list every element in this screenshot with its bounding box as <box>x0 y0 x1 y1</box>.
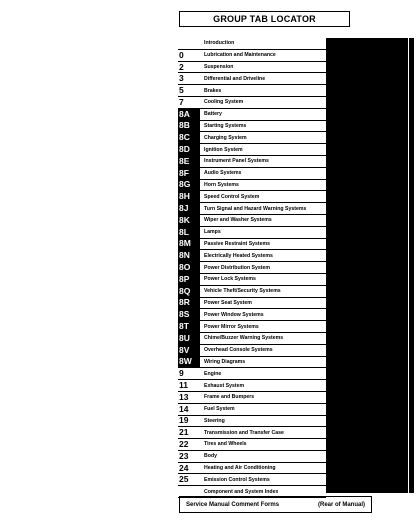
group-label: Body <box>204 453 217 460</box>
group-label: Cooling System <box>204 99 244 106</box>
group-label: Tires and Wheels <box>204 441 247 448</box>
group-number: 8G <box>178 180 200 191</box>
group-number: 25 <box>179 474 189 485</box>
group-tab-row[interactable] <box>178 274 326 286</box>
group-tab-row[interactable] <box>178 156 326 168</box>
group-tab-row[interactable] <box>178 416 326 428</box>
group-number: 23 <box>179 450 189 461</box>
group-tab-row[interactable] <box>178 380 326 392</box>
group-label: Fuel System <box>204 406 235 413</box>
group-label: Audio Systems <box>204 170 242 177</box>
group-list <box>178 38 326 498</box>
group-number: 2 <box>179 61 184 72</box>
group-label: Chime/Buzzer Warning Systems <box>204 335 284 342</box>
group-label: Vehicle Theft/Security Systems <box>204 288 281 295</box>
group-number: 5 <box>179 85 184 96</box>
group-label: Engine <box>204 370 222 377</box>
group-label: Power Lock Systems <box>204 276 256 283</box>
group-label: Ignition System <box>204 146 243 153</box>
group-number: 8V <box>178 345 200 356</box>
group-tab-row[interactable] <box>178 333 326 345</box>
edge-tab-strip <box>326 38 414 493</box>
group-number: 8D <box>178 144 200 155</box>
group-number: 14 <box>179 403 189 414</box>
group-number: 9 <box>179 368 184 379</box>
group-tab-row[interactable] <box>178 392 326 404</box>
group-number: 8C <box>178 132 200 143</box>
group-label: Lamps <box>204 229 221 236</box>
group-number: 3 <box>179 73 184 84</box>
group-label: Power Seat System <box>204 299 252 306</box>
group-number: 8K <box>178 215 200 226</box>
group-tab-row[interactable] <box>178 215 326 227</box>
group-tab-row[interactable] <box>178 109 326 121</box>
group-label: Overhead Console Systems <box>204 347 273 354</box>
group-label: Power Window Systems <box>204 311 264 318</box>
group-tab-row[interactable] <box>178 262 326 274</box>
group-label: Passive Restraint Systems <box>204 240 271 247</box>
group-tab-row[interactable] <box>178 345 326 357</box>
group-tab-row[interactable] <box>178 180 326 192</box>
group-tab-row[interactable] <box>178 132 326 144</box>
group-number: 8O <box>178 262 200 273</box>
group-number: 13 <box>179 391 189 402</box>
group-label: Starting Systems <box>204 122 247 129</box>
group-tab-row[interactable] <box>178 38 326 50</box>
group-number: 22 <box>179 439 189 449</box>
group-label: Electrically Heated Systems <box>204 252 273 259</box>
group-tab-row[interactable] <box>178 298 326 310</box>
group-label: Steering <box>204 417 225 424</box>
group-tab-row[interactable] <box>178 85 326 97</box>
group-tab-row[interactable] <box>178 144 326 156</box>
group-label: Battery <box>204 111 222 118</box>
group-tab-row[interactable] <box>178 321 326 333</box>
group-number: 19 <box>179 415 189 426</box>
group-label: Frame and Bumpers <box>204 394 255 401</box>
group-label: Wiring Diagrams <box>204 358 246 365</box>
group-number: 8R <box>178 298 200 309</box>
group-number: 8S <box>178 309 200 320</box>
group-label: Charging System <box>204 134 247 141</box>
group-number: 8T <box>178 321 200 332</box>
page-title: GROUP TAB LOCATOR <box>179 11 350 27</box>
group-number: 7 <box>179 96 184 107</box>
group-number: 8E <box>178 156 200 167</box>
group-label: Exhaust System <box>204 382 245 389</box>
footer-comment-forms: Service Manual Comment Forms <box>186 501 280 508</box>
group-tab-row[interactable] <box>178 227 326 239</box>
group-number: 8M <box>178 239 200 250</box>
group-label: Differential and Driveline <box>204 75 266 82</box>
group-tab-row[interactable] <box>178 357 326 369</box>
group-label: Emission Control Systems <box>204 476 270 483</box>
group-number: 8U <box>178 333 200 344</box>
group-label: Instrument Panel Systems <box>204 158 269 165</box>
group-tab-row[interactable] <box>178 239 326 251</box>
group-tab-row[interactable] <box>178 191 326 203</box>
group-tab-row[interactable] <box>178 50 326 62</box>
group-number: 8J <box>178 203 200 214</box>
group-tab-row[interactable] <box>178 203 326 215</box>
group-label: Wiper and Washer Systems <box>204 217 272 224</box>
footer-box[interactable] <box>179 496 372 513</box>
group-label: Introduction <box>204 40 235 47</box>
group-number: 8A <box>178 109 200 120</box>
group-tab-row[interactable] <box>178 368 326 380</box>
group-number: 21 <box>179 427 189 438</box>
group-tab-row[interactable] <box>178 286 326 298</box>
group-label: Suspension <box>204 63 234 70</box>
group-number: 8Q <box>178 286 200 297</box>
edge-tab-divider <box>408 38 409 493</box>
group-number: 24 <box>179 462 189 473</box>
group-number: 8N <box>178 250 200 261</box>
group-tab-row[interactable] <box>178 474 326 486</box>
group-label: Transmission and Transfer Case <box>204 429 284 436</box>
group-label: Speed Control System <box>204 193 260 200</box>
group-tab-row[interactable] <box>178 439 326 451</box>
group-label: Brakes <box>204 87 222 94</box>
group-number: 11 <box>179 380 188 391</box>
group-label: Lubrication and Maintenance <box>204 52 276 59</box>
group-label: Power Distribution System <box>204 264 271 271</box>
group-number: 8H <box>178 191 200 202</box>
group-number: 8W <box>178 357 200 368</box>
footer-rear-of-manual: (Rear of Manual) <box>317 501 365 508</box>
group-label: Heating and Air Conditioning <box>204 465 276 472</box>
group-tab-row[interactable] <box>178 73 326 85</box>
group-tab-row[interactable] <box>178 97 326 109</box>
group-tab-row[interactable] <box>178 250 326 262</box>
group-number: 0 <box>179 49 184 60</box>
group-tab-row[interactable] <box>178 451 326 463</box>
group-label: Power Mirror Systems <box>204 323 259 330</box>
group-tab-row[interactable] <box>178 404 326 416</box>
group-tab-row[interactable] <box>178 427 326 439</box>
group-tab-row[interactable] <box>178 309 326 321</box>
group-number <box>178 38 200 49</box>
group-label: Turn Signal and Hazard Warning Systems <box>204 205 307 212</box>
group-number: 8F <box>178 168 200 179</box>
group-number: 8L <box>178 227 200 238</box>
group-label: Horn Systems <box>204 181 239 188</box>
group-tab-row[interactable] <box>178 463 326 475</box>
group-tab-row[interactable] <box>178 62 326 74</box>
group-label: Component and System Index <box>204 488 279 495</box>
group-tab-row[interactable] <box>178 121 326 133</box>
group-tab-row[interactable] <box>178 168 326 180</box>
group-number: 8P <box>178 274 200 285</box>
group-number: 8B <box>178 121 200 132</box>
